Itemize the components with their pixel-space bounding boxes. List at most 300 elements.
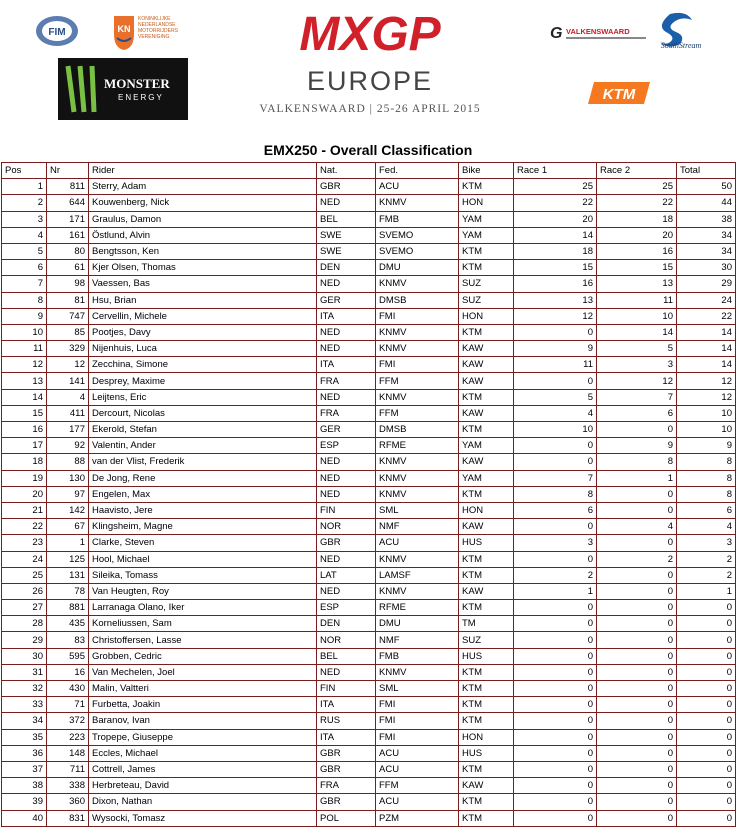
cell-nr: 80 [47,243,89,259]
cell-fed: DMU [376,260,459,276]
cell-bike: SUZ [459,632,514,648]
table-row [2,713,736,729]
cell-race1: 11 [514,357,597,373]
cell-race1: 0 [514,794,597,810]
cell-fed: SVEMO [376,243,459,259]
cell-fed: FMB [376,648,459,664]
cell-nr: 338 [47,778,89,794]
table-row [2,357,736,373]
cell-nr: 81 [47,292,89,308]
cell-bike: KAW [459,583,514,599]
table-row [2,519,736,535]
cell-race2: 14 [597,324,677,340]
results-table [1,162,736,827]
event-name: EUROPE [306,66,434,96]
cell-rider: Leijtens, Eric [89,389,317,405]
cell-nat: NED [317,195,376,211]
table-body [2,179,736,827]
table-row [2,681,736,697]
monster-text: MONSTER [104,76,170,91]
valkenswaard-logo [548,18,650,46]
cell-race2: 18 [597,211,677,227]
cell-bike: HON [459,308,514,324]
cell-total: 2 [677,567,736,583]
cell-race2: 12 [597,373,677,389]
cell-fed: ACU [376,761,459,777]
cell-rider: Hool, Michael [89,551,317,567]
cell-fed: DMSB [376,422,459,438]
cell-pos: 15 [2,405,47,421]
cell-bike: KTM [459,713,514,729]
cell-pos: 37 [2,761,47,777]
col-rider-header: Rider [89,163,317,179]
cell-total: 0 [677,745,736,761]
cell-race1: 0 [514,729,597,745]
cell-total: 0 [677,648,736,664]
cell-nat: NED [317,454,376,470]
cell-nat: GER [317,292,376,308]
table-row [2,211,736,227]
cell-bike: KTM [459,179,514,195]
table-row [2,179,736,195]
cell-bike: KAW [459,454,514,470]
cell-nat: GBR [317,535,376,551]
cell-pos: 3 [2,211,47,227]
table-row [2,583,736,599]
cell-race2: 7 [597,389,677,405]
table-row [2,341,736,357]
cell-fed: LAMSF [376,567,459,583]
mxgp-logo-text: MXGP [299,8,441,56]
cell-nat: RUS [317,713,376,729]
cell-bike: HON [459,195,514,211]
cell-nr: 92 [47,438,89,454]
cell-bike: TM [459,616,514,632]
cell-rider: Clarke, Steven [89,535,317,551]
cell-fed: FMB [376,211,459,227]
cell-pos: 13 [2,373,47,389]
table-row [2,260,736,276]
cell-rider: Tropepe, Giuseppe [89,729,317,745]
cell-race1: 13 [514,292,597,308]
cell-nr: 141 [47,373,89,389]
col-bike-header: Bike [459,163,514,179]
cell-pos: 12 [2,357,47,373]
cell-rider: Östlund, Alvin [89,227,317,243]
table-row [2,697,736,713]
cell-bike: KTM [459,324,514,340]
cell-fed: NMF [376,519,459,535]
cell-total: 12 [677,389,736,405]
cell-race2: 0 [597,616,677,632]
cell-race2: 0 [597,535,677,551]
fim-logo [34,14,80,48]
cell-fed: FMI [376,357,459,373]
cell-nr: 161 [47,227,89,243]
cell-race1: 0 [514,745,597,761]
cell-rider: Eccles, Michael [89,745,317,761]
cell-rider: Zecchina, Simone [89,357,317,373]
cell-rider: Pootjes, Davy [89,324,317,340]
cell-bike: KTM [459,681,514,697]
cell-rider: Cervellin, Michele [89,308,317,324]
cell-race2: 0 [597,664,677,680]
cell-nr: 83 [47,632,89,648]
cell-fed: KNMV [376,486,459,502]
cell-race2: 0 [597,486,677,502]
cell-rider: Vaessen, Bas [89,276,317,292]
cell-fed: ACU [376,745,459,761]
cell-nr: 171 [47,211,89,227]
cell-race1: 0 [514,681,597,697]
cell-nat: NED [317,470,376,486]
cell-nr: 1 [47,535,89,551]
cell-total: 0 [677,761,736,777]
table-header-row [2,163,736,179]
cell-total: 0 [677,713,736,729]
cell-nr: 98 [47,276,89,292]
cell-race1: 7 [514,470,597,486]
cell-total: 0 [677,778,736,794]
cell-race2: 2 [597,551,677,567]
cell-race2: 0 [597,761,677,777]
cell-nr: 130 [47,470,89,486]
cell-rider: Graulus, Damon [89,211,317,227]
cell-race1: 0 [514,713,597,729]
cell-pos: 26 [2,583,47,599]
cell-rider: Hsu, Brian [89,292,317,308]
cell-rider: van der Vlist, Frederik [89,454,317,470]
table-row [2,243,736,259]
cell-nat: FRA [317,778,376,794]
cell-rider: Christoffersen, Lasse [89,632,317,648]
cell-race1: 0 [514,664,597,680]
cell-nr: 411 [47,405,89,421]
cell-pos: 27 [2,600,47,616]
table-row [2,761,736,777]
cell-fed: KNMV [376,195,459,211]
cell-rider: Cottrell, James [89,761,317,777]
south-stream-logo [652,10,710,50]
cell-race1: 0 [514,648,597,664]
cell-bike: KAW [459,519,514,535]
cell-bike: YAM [459,211,514,227]
cell-race2: 0 [597,745,677,761]
cell-total: 29 [677,276,736,292]
cell-race2: 15 [597,260,677,276]
cell-race1: 25 [514,179,597,195]
cell-nr: 125 [47,551,89,567]
cell-race1: 8 [514,486,597,502]
cell-total: 38 [677,211,736,227]
cell-rider: Korneliussen, Sam [89,616,317,632]
cell-rider: Bengtsson, Ken [89,243,317,259]
cell-nat: ITA [317,308,376,324]
cell-nr: 430 [47,681,89,697]
cell-pos: 36 [2,745,47,761]
cell-total: 2 [677,551,736,567]
south-stream-text: SouthStream [660,41,702,50]
col-race2-header: Race 2 [597,163,677,179]
cell-bike: KTM [459,389,514,405]
cell-fed: SML [376,502,459,518]
cell-fed: NMF [376,632,459,648]
monster-sub-text: ENERGY [118,93,164,102]
cell-rider: Haavisto, Jere [89,502,317,518]
cell-rider: Baranov, Ivan [89,713,317,729]
cell-nr: 78 [47,583,89,599]
cell-nat: BEL [317,648,376,664]
cell-race1: 2 [514,567,597,583]
cell-race2: 6 [597,405,677,421]
cell-fed: KNMV [376,324,459,340]
table-row [2,745,736,761]
cell-total: 10 [677,405,736,421]
cell-nat: GBR [317,179,376,195]
cell-pos: 14 [2,389,47,405]
cell-race1: 0 [514,697,597,713]
cell-race2: 0 [597,567,677,583]
classification-title: EMX250 - Overall Classification [263,142,473,158]
cell-bike: KAW [459,341,514,357]
cell-bike: KAW [459,778,514,794]
cell-rider: Wysocki, Tomasz [89,810,317,826]
cell-race1: 0 [514,616,597,632]
cell-nr: 4 [47,389,89,405]
cell-total: 30 [677,260,736,276]
cell-race1: 15 [514,260,597,276]
cell-race1: 18 [514,243,597,259]
cell-fed: FFM [376,778,459,794]
cell-nr: 12 [47,357,89,373]
cell-fed: KNMV [376,470,459,486]
cell-nr: 223 [47,729,89,745]
svg-text:FIM: FIM [48,27,66,38]
cell-nr: 88 [47,454,89,470]
cell-bike: KTM [459,551,514,567]
cell-total: 34 [677,227,736,243]
table-row [2,405,736,421]
cell-total: 0 [677,697,736,713]
table-row [2,794,736,810]
table-row [2,535,736,551]
cell-race2: 9 [597,438,677,454]
cell-rider: Van Mechelen, Joel [89,664,317,680]
cell-pos: 33 [2,697,47,713]
cell-race1: 0 [514,632,597,648]
cell-nat: NED [317,324,376,340]
cell-bike: SUZ [459,292,514,308]
cell-race1: 0 [514,600,597,616]
cell-rider: Ekerold, Stefan [89,422,317,438]
cell-total: 24 [677,292,736,308]
cell-pos: 30 [2,648,47,664]
col-race1-header: Race 1 [514,163,597,179]
cell-race2: 13 [597,276,677,292]
cell-nat: FIN [317,681,376,697]
cell-total: 14 [677,341,736,357]
cell-nat: ITA [317,729,376,745]
cell-nat: NED [317,664,376,680]
cell-rider: Klingsheim, Magne [89,519,317,535]
cell-nat: ESP [317,600,376,616]
cell-race2: 11 [597,292,677,308]
cell-nat: POL [317,810,376,826]
cell-race1: 1 [514,583,597,599]
cell-rider: Dercourt, Nicolas [89,405,317,421]
cell-nat: GBR [317,794,376,810]
cell-nat: DEN [317,616,376,632]
cell-race2: 0 [597,713,677,729]
cell-nr: 811 [47,179,89,195]
cell-nat: FIN [317,502,376,518]
cell-rider: Furbetta, Joakin [89,697,317,713]
cell-total: 8 [677,454,736,470]
cell-total: 0 [677,616,736,632]
cell-bike: KTM [459,810,514,826]
table-row [2,616,736,632]
table-row [2,551,736,567]
cell-race1: 5 [514,389,597,405]
cell-nr: 142 [47,502,89,518]
cell-rider: Desprey, Maxime [89,373,317,389]
cell-nat: SWE [317,243,376,259]
cell-fed: KNMV [376,276,459,292]
table-row [2,422,736,438]
event-header [0,0,736,132]
cell-nat: NED [317,276,376,292]
cell-pos: 22 [2,519,47,535]
cell-race2: 0 [597,632,677,648]
cell-total: 34 [677,243,736,259]
cell-race1: 4 [514,405,597,421]
cell-race2: 10 [597,308,677,324]
cell-bike: KTM [459,600,514,616]
cell-bike: KAW [459,405,514,421]
cell-fed: KNMV [376,454,459,470]
cell-nat: NED [317,551,376,567]
cell-race1: 6 [514,502,597,518]
cell-pos: 10 [2,324,47,340]
cell-race2: 5 [597,341,677,357]
cell-total: 0 [677,600,736,616]
cell-nr: 644 [47,195,89,211]
cell-bike: KTM [459,697,514,713]
cell-bike: HUS [459,648,514,664]
cell-nat: NED [317,583,376,599]
table-row [2,778,736,794]
cell-total: 8 [677,486,736,502]
table-row [2,486,736,502]
cell-fed: FFM [376,373,459,389]
cell-nat: NED [317,486,376,502]
cell-total: 9 [677,438,736,454]
cell-nat: SWE [317,227,376,243]
cell-race1: 0 [514,438,597,454]
cell-pos: 25 [2,567,47,583]
cell-nr: 85 [47,324,89,340]
cell-total: 3 [677,535,736,551]
table-row [2,600,736,616]
table-row [2,276,736,292]
cell-fed: FMI [376,697,459,713]
cell-fed: DMSB [376,292,459,308]
cell-race1: 0 [514,778,597,794]
cell-race1: 3 [514,535,597,551]
cell-fed: FMI [376,308,459,324]
cell-pos: 9 [2,308,47,324]
cell-nr: 177 [47,422,89,438]
cell-nr: 131 [47,567,89,583]
col-total-header: Total [677,163,736,179]
table-row [2,438,736,454]
cell-total: 8 [677,470,736,486]
table-row [2,632,736,648]
cell-nr: 831 [47,810,89,826]
cell-race2: 8 [597,454,677,470]
cell-bike: KTM [459,567,514,583]
cell-pos: 23 [2,535,47,551]
cell-bike: KTM [459,260,514,276]
cell-nr: 148 [47,745,89,761]
cell-pos: 38 [2,778,47,794]
table-row [2,810,736,826]
table-row [2,567,736,583]
cell-fed: PZM [376,810,459,826]
event-venue-date: VALKENSWAARD | 25-26 APRIL 2015 [259,103,481,115]
cell-nat: FRA [317,405,376,421]
cell-race1: 16 [514,276,597,292]
cell-nr: 881 [47,600,89,616]
cell-bike: KAW [459,357,514,373]
cell-rider: Kjer Olsen, Thomas [89,260,317,276]
cell-fed: FMI [376,713,459,729]
cell-pos: 1 [2,179,47,195]
cell-pos: 5 [2,243,47,259]
cell-pos: 34 [2,713,47,729]
cell-nat: NED [317,389,376,405]
cell-race2: 0 [597,729,677,745]
cell-bike: HUS [459,745,514,761]
cell-fed: FFM [376,405,459,421]
cell-total: 22 [677,308,736,324]
col-pos-header: Pos [2,163,47,179]
cell-rider: Dixon, Nathan [89,794,317,810]
cell-race1: 0 [514,810,597,826]
cell-nat: BEL [317,211,376,227]
cell-nr: 97 [47,486,89,502]
cell-race1: 14 [514,227,597,243]
table-row [2,454,736,470]
table-row [2,502,736,518]
cell-fed: SML [376,681,459,697]
cell-fed: RFME [376,600,459,616]
cell-rider: De Jong, Rene [89,470,317,486]
cell-bike: KAW [459,373,514,389]
cell-bike: YAM [459,438,514,454]
cell-rider: Nijenhuis, Luca [89,341,317,357]
cell-nr: 595 [47,648,89,664]
cell-race1: 0 [514,373,597,389]
cell-bike: KTM [459,422,514,438]
col-nr-header: Nr [47,163,89,179]
valkenswaard-text: VALKENSWAARD [566,27,630,36]
table-row [2,470,736,486]
cell-pos: 19 [2,470,47,486]
cell-rider: Valentin, Ander [89,438,317,454]
cell-total: 6 [677,502,736,518]
cell-pos: 4 [2,227,47,243]
